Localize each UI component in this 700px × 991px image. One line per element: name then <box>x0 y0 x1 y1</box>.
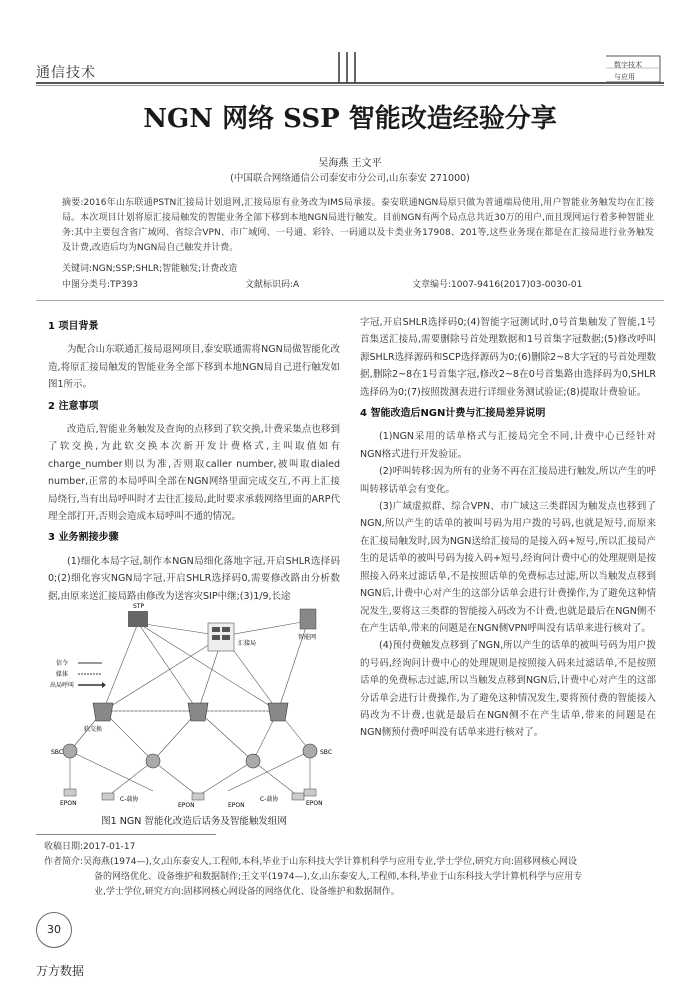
author-bio: 作者简介:吴海燕(1974—),女,山东泰安人,工程师,本科,毕业于山东科技大学计算机科学与应用专业,学士学位,研究方向:固移网核心网设 <box>44 857 578 867</box>
paragraph: (3)广域虚拟群、综合VPN、市广域这三类群因为触发点也移到了NGN,所以产生的话单的被叫号码为用户拨的号码,也就是短号,而原来在汇接局触发时,因为NGN送给汇接局的是接入码+短号,所以汇接局产生的是话单的被叫号码为接入码+短号,经询问计费中心的处理规则是按照接入码来过滤话单,不是按照话单的免费标志过滤,所以当触发点移到NGN后,计费中心对产生的这部分话单会进行计费操作,为了避免这种情况发生,要将这三类群的智能接入码改为不计费,也就是最后在NGN侧不在产生话单,带来的问题是在NGN侧VPN呼叫没有话单来进行核对了。 <box>360 501 656 634</box>
scp-node <box>300 609 316 629</box>
paper-title: NGN 网络 SSP 智能改造经验分享 <box>143 104 557 134</box>
legend-media: 媒体 <box>56 671 69 678</box>
document-code: 文献标识码:A <box>245 280 300 290</box>
received-date: 收稿日期:2017-01-17 <box>44 842 136 852</box>
network-diagram <box>48 601 340 811</box>
journal-logo <box>600 46 666 84</box>
header-rule <box>36 82 664 84</box>
header-bars-decoration <box>336 52 360 82</box>
authors: 吴海燕 王文平 <box>318 158 382 169</box>
legend-signal: 信令 <box>56 660 69 667</box>
tandem-label: 汇接局 <box>238 640 257 647</box>
source-watermark: 万方数据 <box>36 964 85 978</box>
epon-label: EPON <box>306 800 323 807</box>
header-rule-thin <box>36 85 664 86</box>
keywords: 关键词:NGN;SSP;SHLR;智能触发;计费改造 <box>62 264 238 274</box>
scp-label: 智能网 <box>298 634 317 641</box>
heading-1: 1 项目背景 <box>48 321 99 332</box>
heading-2: 2 注意事项 <box>48 400 99 412</box>
epon-label: EPON <box>178 802 195 809</box>
epon-label: EPON <box>60 800 77 807</box>
article-number: 文章编号:1007-9416(2017)03-0030-01 <box>412 280 583 290</box>
logo-line2: 与应用 <box>614 73 635 81</box>
epon-label: EPON <box>228 802 245 809</box>
sbc-label-right: SBC <box>320 749 333 756</box>
heading-4: 4 智能改造后NGN计费与汇接局差异说明 <box>360 408 546 420</box>
abstract: 摘要:2016年山东联通PSTN汇接局计划退网,汇接局原有业务改为IMS局承接。泰安联通NGN局原只做为普通端局使用,用户智能业务触发均在汇接局。本次项目计划将原汇接局触发的智能业务全部下移到本地NGN局进行触发。目前NGN有两个局点总共近30万的用户,而且现网运行着多种智能业务:其中主要包含省广域网、省综合VPN、市广域网、一号通、彩铃、一码通以及卡类业务17908、201等,这些业务现在都是在汇接局进行业务触发及计费,改造后均为NGN局自己触发并计费。 <box>62 198 654 253</box>
softswitch-label: 软交换 <box>84 726 103 733</box>
stp-label: STP <box>133 603 145 610</box>
section-label: 通信技术 <box>36 65 96 81</box>
paragraph: 改造后,智能业务触发及查询的点移到了软交换,计费采集点也移到了软交换,为此软交换本次新开发计费格式,主叫取值如有charge_number则以为准,否则取caller number,被叫取dialed number,正常的本局呼叫全部在NGN网络里面完成交互,不再上汇接局绕行,当有出局呼叫时才去往汇接局,此时要求承载网络里面的ARP代理全部打开,否则会造成本局呼叫不通的情况。 <box>48 424 340 523</box>
paragraph: (2)呼叫转移:因为所有的业务不再在汇接局进行触发,所以产生的呼叫转移话单会有变化。 <box>360 466 656 495</box>
stp-node <box>128 611 148 627</box>
footnote-rule <box>36 834 216 835</box>
tandem-node <box>208 623 234 651</box>
author-bio: 业,学士学位,研究方向:固移网核心网设备的网络优化、设备维护和数据制作。 <box>94 887 400 897</box>
sbc-node <box>303 744 317 758</box>
affiliation: (中国联合网络通信公司泰安市分公司,山东泰安 271000) <box>230 173 470 184</box>
page-number-badge <box>36 912 72 948</box>
legend-outgoing: 出局呼叫 <box>50 682 75 689</box>
paragraph: (1)细化本局字冠,制作本NGN局细化落地字冠,开启SHLR选择码0;(2)细化容灾NGN局字冠,开启SHLR选择码0,需要修改路由分析数据,由原来送汇接局路由修改为送容灾SIP中继;(3)1/9,长途 <box>48 555 340 602</box>
router-node <box>246 754 260 768</box>
c-label: C-载协 <box>120 796 139 803</box>
author-bio: 备的网络优化、设备维护和数据制作;王文平(1974—),女,山东泰安人,工程师,本科,毕业于山东科技大学计算机科学与应用专 <box>94 872 583 882</box>
logo-line1: 数字技术 <box>614 61 642 69</box>
footnote <box>44 840 664 900</box>
heading-3: 3 业务割接步骤 <box>48 532 119 544</box>
clc-number: 中图分类号:TP393 <box>62 280 139 290</box>
router-node <box>146 754 160 768</box>
sbc-label-left: SBC <box>51 749 64 756</box>
paragraph: (4)预付费触发点移到了NGN,所以产生的话单的被叫号码为用户拨的号码,经询问计费中心的处理规则是按照接入码来过滤话单,不是按照话单的免费标志过滤,所以当触发点移到NGN后,计费中心对产生的这部分话单会进行计费操作,为了避免这种情况发生,要将预付费的智能接入码改为不计费,也就是最后在NGN侧不在产生话单,带来的问题是在NGN侧预付费呼叫没有话单来进行核对了。 <box>360 640 656 739</box>
paragraph: 为配合山东联通汇接局退网项目,泰安联通需将NGN局做智能化改造,将原汇接局触发的智能业务全部下移到本地NGN局自己进行触发如图1所示。 <box>48 344 340 391</box>
c-label: C-载协 <box>260 796 279 803</box>
left-column <box>48 314 340 605</box>
softswitch-node <box>268 703 288 721</box>
page-number: 30 <box>47 923 61 936</box>
softswitch-node <box>188 703 208 721</box>
softswitch-node <box>93 703 113 721</box>
figure-caption: 图1 NGN 智能化改造后话务及智能触发组网 <box>101 816 287 827</box>
abstract-divider <box>36 300 664 301</box>
paragraph: 字冠,开启SHLR选择码0;(4)智能字冠测试时,0号首集触发了智能,1号首集送汇接局,需要删除号首处理数据和1号首集字冠数据;(5)修改呼叫源SHLR选择源码和SCP选择源码为0;(6)删除2~8大字冠的号首处理数据,删除2~8在1号首集字冠,修改2~8在0号首集路由选择码为0,SHLR选择码为0;(7)按照拨测表进行详细业务测试验证;(8)提取计费验证。 <box>360 317 656 398</box>
paragraph: (1)NGN采用的话单格式与汇接局完全不同,计费中心已经针对NGN格式进行开发验证。 <box>360 431 656 460</box>
right-column <box>360 314 656 742</box>
sbc-node <box>63 744 77 758</box>
